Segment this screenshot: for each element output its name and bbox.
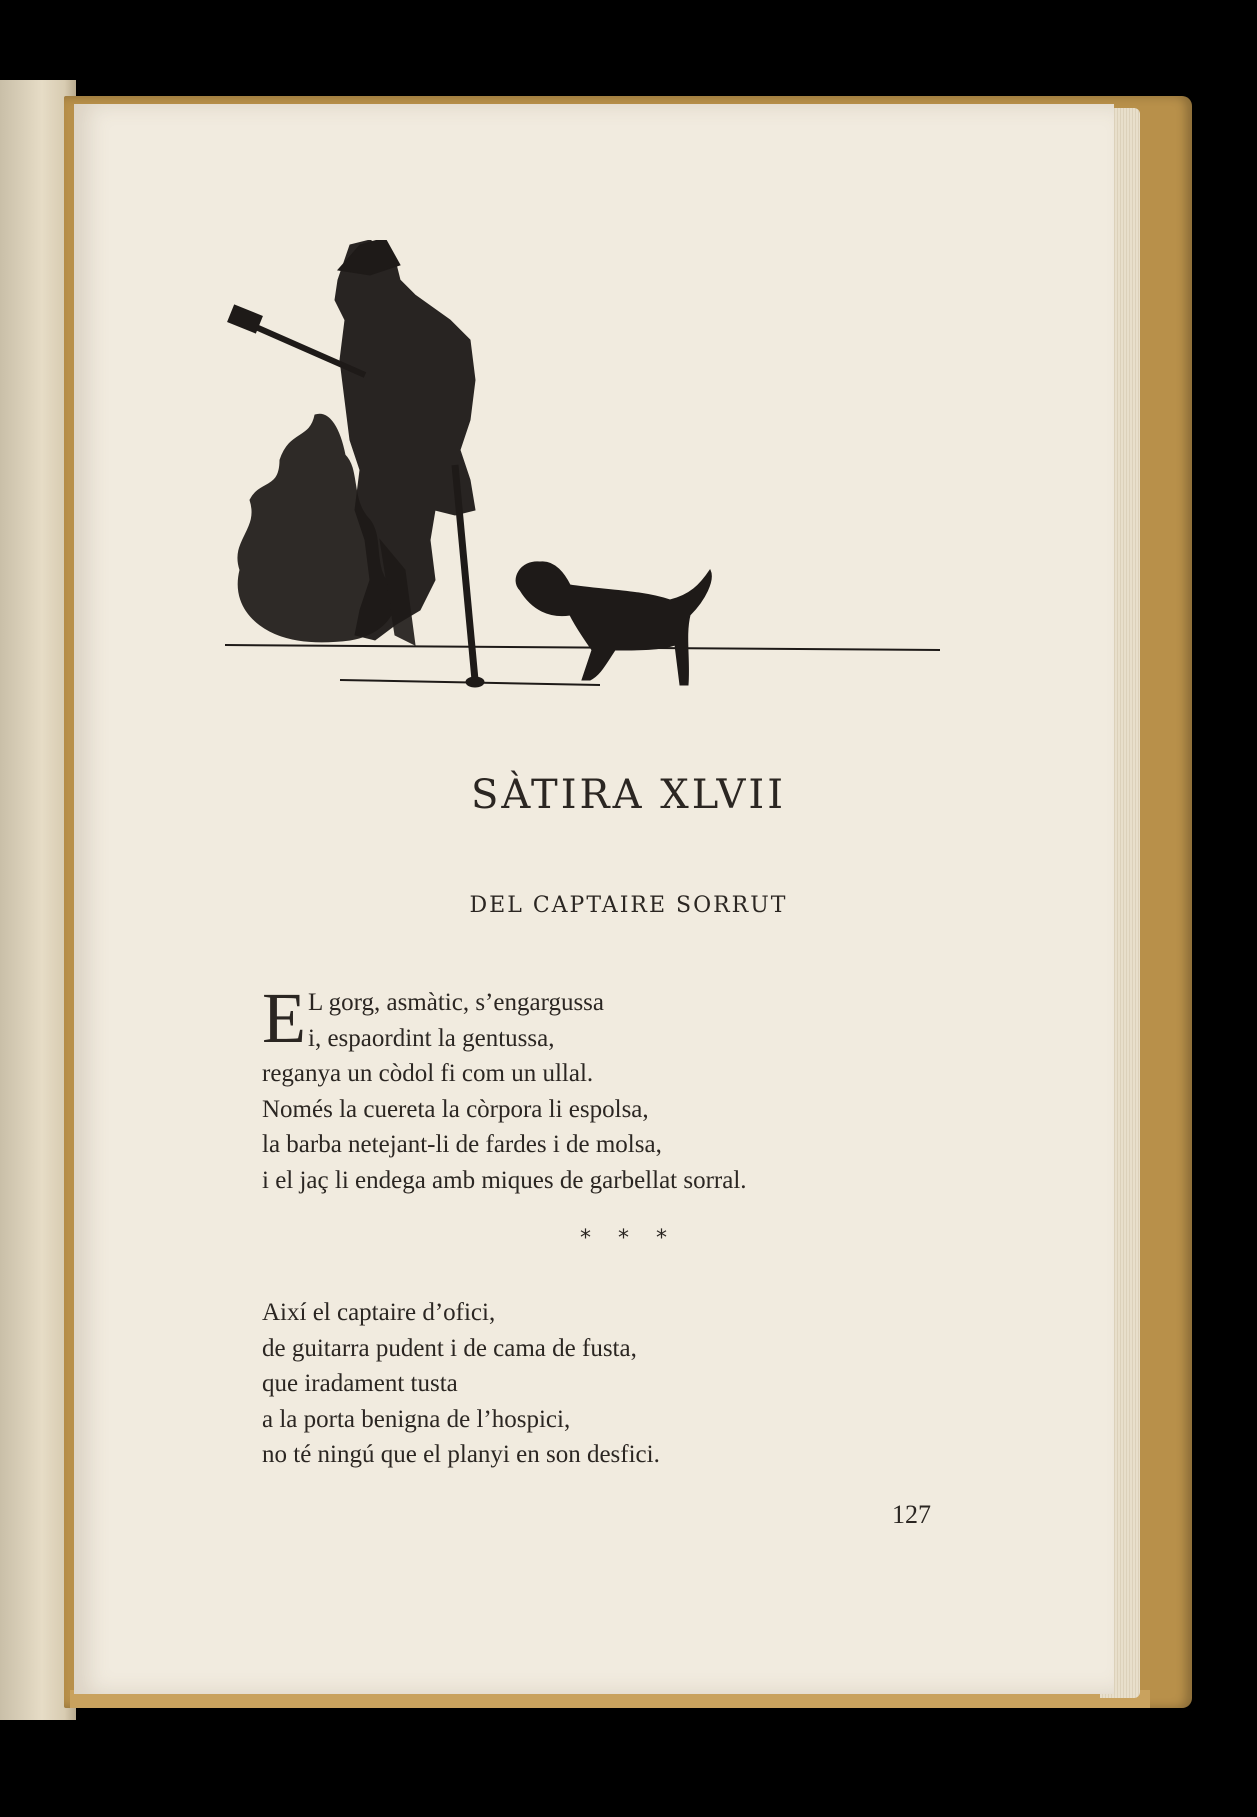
verse-line: Així el captaire d’ofici, [262,1299,496,1326]
verse-line: la barba netejant-li de fardes i de molsa, [262,1131,662,1158]
ground-line [225,645,940,650]
page-number: 127 [892,1500,931,1529]
page-subtitle: DEL CAPTAIRE SORRUT [469,893,788,918]
stanza-2 [262,1295,660,1473]
verse-line: Només la cuereta la còrpora li espolsa, [262,1095,649,1123]
dog-shape [516,562,711,685]
verse-line: i el jaç li endega amb miques de garbellat sorral. [262,1166,747,1194]
verse-line: no té ningú que el planyi en son desfici. [262,1441,660,1468]
verse-line: de guitarra pudent i de cama de fusta, [262,1334,637,1362]
page-title: SÀTIRA XLVII [470,772,787,818]
beggar-with-guitar-and-dog-icon [220,240,950,720]
verse-line: L gorg, asmàtic, s’engargussa [308,989,604,1016]
guitar-head [228,305,263,333]
drop-cap: E [262,978,306,1058]
verse-line: reganya un còdol fi com un ullal. [262,1060,594,1087]
stanza-1 [262,978,747,1198]
section-separator: * * * [580,1226,677,1251]
verse-line: i, espaordint la gentussa, [308,1024,555,1052]
verse-line: a la porta benigna de l’hospici, [262,1405,571,1433]
verse-line: que iradament tusta [262,1370,458,1397]
